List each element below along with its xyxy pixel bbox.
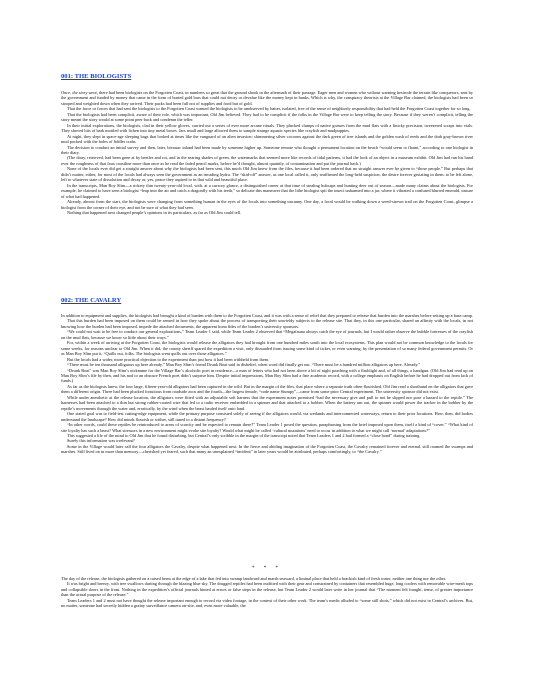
paragraph: Nothing that happened next changed people’s opinions in its particulars, as far as Old Jim could tell.: [67, 209, 242, 215]
paragraph: In the transcripts, Man Boy Slim—a rickety thin twenty-year-old local, with, at a cursory glance, a distinguished career at that time of stealing hubcaps and hunting deer out of season—made many claims about the biologists. For example, he claimed to have seen a biologist “leap into the air and catch a dragonfly with his teeth,” so delicate this maneuver that the lithe biologist spit the insect unharmed into a jar, where it vibrated a confused blurred emerald, unsure of what had happened.: [61, 182, 473, 199]
paragraph: That this burden had been imposed on them could be sensed in how they spoke about the process of transporting their unwieldy subjects to the release site. That they, in this one particular, shared an affinity with the locals, in not knowing how the burden had been imposed, impede the attached documents, the apparent bona fides of the burden’s university sponsors.: [61, 318, 473, 329]
paragraph: In their initial explorations, the biologists, clad in their yellow gloves, carried out a series of ever more arcane rituals. They plucked clumps of native grasses from the mud flats with a finicky precision, tweezered scraps into vials. They shoved bits of bark mottled with lichen into tiny metal boxes. Jars small and large allowed them to sample strange aquatic species like crayfish and mudpuppies.: [61, 122, 473, 134]
chapter-body-biologists: [61, 90, 473, 215]
chapter-title-cavalry: 002: THE CAVALRY: [61, 297, 122, 304]
paragraph: That the force or forces that had sent the biologists to the Forgotten Coast wanted the biologists to be unobserved by batter, isolated, free of the sense of neighborly responsibility that had held the Forgotten Coast together for so long.: [67, 106, 471, 112]
paragraph: None of the locals ever did get a straight answer about why the biologists had been sent, this much Old Jim knew from the files, because it had been ordered that no straight answer ever be given to “those people.” But perhaps that didn’t matter, either, for most of the locals had always seen the government as an invading hydra. The “skid-off” answer, as one local called it, only reaffirmed the long-held suspicion, the desire forever gestating in them: to be left alone, left to whatever state of dissolution and decay or, yes, peace they aspired to in that wild and beautiful place.: [61, 166, 473, 183]
paragraph: (The diary, retrieved, had been gone at by beetles and rot, and in the searing shades of green, the watermarks that seemed more like records of tidal patterns, it had the look of an object in a museum exhibit. Old Jim had run his hand over the roughness of that faux coastline more than once as he read the faded pencil marks, before he’d thought, almost quaintly, of contamination and put the journal back.): [61, 155, 473, 166]
paragraph: One stated goal was to field-test cutting-edge equipment, while the primary purpose consisted solely of seeing if the alligators would, via wetlands and interconnected waterways, return to their prior locations. How, then, did bodies understand the landscape? How did minds flourish or wither, still tuned to a distant frequency?: [61, 411, 473, 422]
paragraph: Already, almost from the start, the biologists were changing from something human in the eyes of the locals into something uncanny. One day, a local would be walking down a weed-strewn trail on the Forgotten Coast, glimpse a biologist from the corner of their eye, and not be sure of what they had seen.: [61, 199, 473, 210]
paragraph: “We could not wait to be free to conduct our general explorations,” Team Leader 1 said, while Team Leader 2 observed that “Megafauna always catch the eye of journals, but I would rather observe the bubble fortresses of the crayfish on the mud flats, because we know so little about their ways.”: [61, 329, 473, 340]
paragraph: Once, the story went, there had been biologists on the Forgotten Coast, in numbers so great that the ground shook in the aftermath of their passage. Eager men and women who without warning bestrode the terrain like conquerors, sent by the government and funded by money that came in the form of buried gold bars that could not decay or devalue like the money kept in banks. Which is why, the conspiracy theorists at the Village Bar claimed, the biologists had been so stooped and weighted down when they arrived. Their packs had been full not of supplies and food but of gold.: [61, 90, 474, 106]
paragraph: As far as the biologists knew, the four large, fifteen-year-old alligators had been captured in the wild. But in the margin of the files, that place where a separate truth often flourished, Old Jim read a shorthand on the alligators that gave them a different origin. Three had been plucked fortuitous from roadside zoos and the fourth—the largest female, “code name Stumpy”—came from some prior Central experiment. The university sponsor did not exist.: [61, 383, 473, 395]
opening-phrase: Once, the story went,: [61, 90, 98, 95]
paragraph: The day of the release, the biologists gathered on a raised berm at the edge of a lake that fed into swamp landward and marsh seaward, a liminal place that held a brackish kind of fresh water, neither one thing nor the other.: [61, 576, 447, 581]
paragraph: This suggested a life of the mind to Old Jim that he found disturbing, but Central’s only scribble in the margin of the transcript noted that Team Leaders 1 and 2 had formed a “close bond” during training.: [67, 432, 421, 438]
chapter-title-biologists: 001: THE BIOLOGISTS: [61, 73, 132, 80]
section-body-release: [61, 576, 473, 609]
paragraph: Some in the Village would later call the four alligators the Cavalry, despite what happened next. In the fierce and abiding imagination of the Forgotten Coast, the Cavalry remained forever and eternal, still roamed the swamps and marshes. Still lived on in more than memory—cherished yet feared, such that many an unexplained “incident” in later years would be attributed, perhaps comfortingly, to “the Cavalry.”: [61, 443, 473, 455]
paragraph: For, within a week of arriving at the Forgotten Coast, the biologists would release the alligators they had brought from one hundred miles south into the local ecosystems. This plan would not be common knowledge to the locals for some weeks, for reasons unclear to Old Jim. When it did, the county sheriff spared the expedition a visit, only dissuaded from issuing some kind of ticket, or even warning, by the presentation of so many federal government permits. Or as Man Boy Slim put it, “Quills out, folks. The biologists went quills out over those alligators.”: [61, 340, 473, 357]
paragraph: “In other words, could these reptiles be reintroduced to areas of scarcity and be expected to remain there?” Team Leader 1 posed the question, paraphrasing from the brief imposed upon them, itself a kind of “cover.” “What kind of site loyalty has such a beast? What stressors in a new environment might evoke site loyalty? Would what might be called ‘cultural mutations’ need to occur in addition to what we might call ‘normal’ adaptations?”: [61, 422, 473, 433]
paragraph: While under anesthetic at the release location, the alligators were fitted with an adjustable soft harness that the experiment notes promised “had the necessary give and pull to not be slipped nor pose a hazard to the reptile.” The harnesses had been attached to a thin but strong rubber-coated wire that led to a radio receiver embedded in a spinner and that attached to a bobber. When the battery ran out, the spinner would power the tracker in the bobber by the reptile’s movements through the water and, erratically, by the wind when the beast hauled itself onto land.: [61, 394, 473, 411]
paragraph: “Drunk Boat” was Man Boy Slim’s nickname for the Village Bar’s alcoholic poet in residence—a man of letters who had not been above a bit of night poaching with a flashlight and, of all things, a handgun. (Old Jim had read up on Man Boy Slim’s file by then, and his nod to an obscure French poet didn’t surprise him. Despite initial impressions, Man Boy Slim had a fine academic record, with a college emphasis on English before he had dropped out from lack of funds.): [61, 367, 473, 384]
paragraph: Surely this information was irrelevant?: [67, 438, 135, 444]
paragraph: Team Leaders 1 and 2 must not have thought the release important enough to record via video footage, in the context of their other work. The team’s medic alluded to “some still shots,” which did not exist in Central’s archives. But, no matter, someone had secretly hidden a grainy surveillance camera on-site, and, even more valuable, the: [61, 597, 473, 609]
chapter-body-cavalry: [61, 313, 473, 455]
paragraph: It was bright and breezy, with tree swallows darting through the blazing blue sky. The drugged reptiles had been outfitted with their gear and constrained by containers that resembled huge, long coolers with removable wire-mesh tops and collapsible doors in the front. Nothing in the expedition’s official journals hinted at errors or false steps in the release, but Team Leader 2 would later write in her journal that “The moment felt fraught, tense, of greater importance than the actual purpose of the release.”: [61, 581, 473, 598]
section-separator: * * *: [252, 566, 282, 571]
paragraph: The decision to conduct an initial survey and then, later, bivouac inland had been made by someone higher up. Someone remote who thought a permanent location on the beach “would seem to flaunt,” according to one biologist in their diary.: [61, 144, 473, 155]
paragraph: But the locals had a wider, more practical objection to the experiment than just how it had been withheld from them.: [67, 356, 270, 362]
paragraph: That the biologists had been complicit, aware of their role, which was important, Old Jim believed. They had to be complicit if the folks in the Village Bar were to keep telling the story. Because if they weren’t complicit, telling the story meant the story would at some point peer back and condemn the teller.: [61, 111, 473, 123]
paragraph: In addition to equipment and supplies, the biologists had brought a kind of burden with them to the Forgotten Coast, and it was with a sense of relief that they prepared to release that burden into the marshes before setting up a base camp.: [61, 313, 473, 318]
paragraph: “There must be ten thousand alligators up here already,” Man Boy Slim’s friend Drunk Boat said in disbelief, when word did finally get out. “There must be a hundred million alligators up here. Already.”: [67, 362, 421, 368]
paragraph: At night, they slept in space-age sleeping bags that looked at times like the vanguard of an alien invasion: shimmering silver cocoons against the dark green of tree islands and the golden wash of reeds and the drab gray-brown river mud pocked with the holes of fiddler crabs.: [61, 133, 473, 145]
